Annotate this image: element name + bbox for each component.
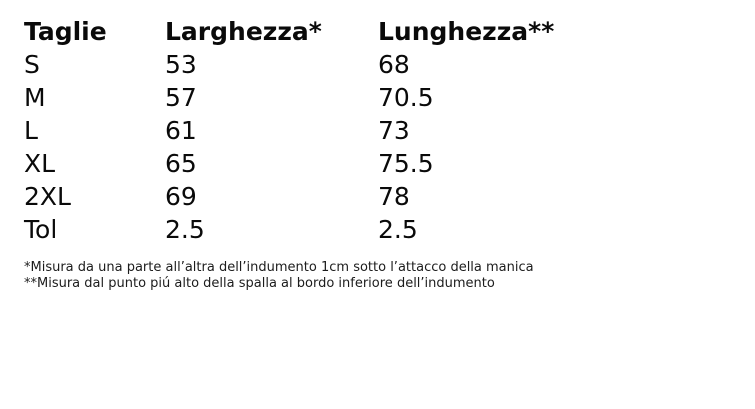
footnote-lunghezza: **Misura dal punto piú alto della spalla al bordo inferiore dell’indumento <box>24 276 495 291</box>
size-table <box>24 15 745 246</box>
table-cell-size: L <box>24 116 38 145</box>
table-cell-larghezza: 53 <box>165 50 197 79</box>
table-cell-lunghezza: 78 <box>378 182 410 211</box>
table-cell-larghezza: 2.5 <box>165 215 205 244</box>
table-cell-larghezza: 69 <box>165 182 197 211</box>
column-header-lunghezza: Lunghezza** <box>378 17 555 46</box>
table-cell-larghezza: 65 <box>165 149 197 178</box>
footnote-larghezza: *Misura da una parte all’altra dell’indumento 1cm sotto l’attacco della manica <box>24 260 534 275</box>
table-cell-larghezza: 57 <box>165 83 197 112</box>
table-cell-size: M <box>24 83 46 112</box>
footnotes <box>24 260 745 292</box>
table-cell-size: Tol <box>24 215 58 244</box>
table-cell-lunghezza: 70.5 <box>378 83 434 112</box>
table-cell-size: XL <box>24 149 56 178</box>
table-cell-lunghezza: 2.5 <box>378 215 418 244</box>
table-cell-lunghezza: 75.5 <box>378 149 434 178</box>
column-header-taglie: Taglie <box>24 17 107 46</box>
table-cell-size: 2XL <box>24 182 71 211</box>
table-cell-lunghezza: 68 <box>378 50 410 79</box>
column-header-larghezza: Larghezza* <box>165 17 322 46</box>
table-cell-larghezza: 61 <box>165 116 197 145</box>
table-cell-size: S <box>24 50 40 79</box>
table-cell-lunghezza: 73 <box>378 116 410 145</box>
